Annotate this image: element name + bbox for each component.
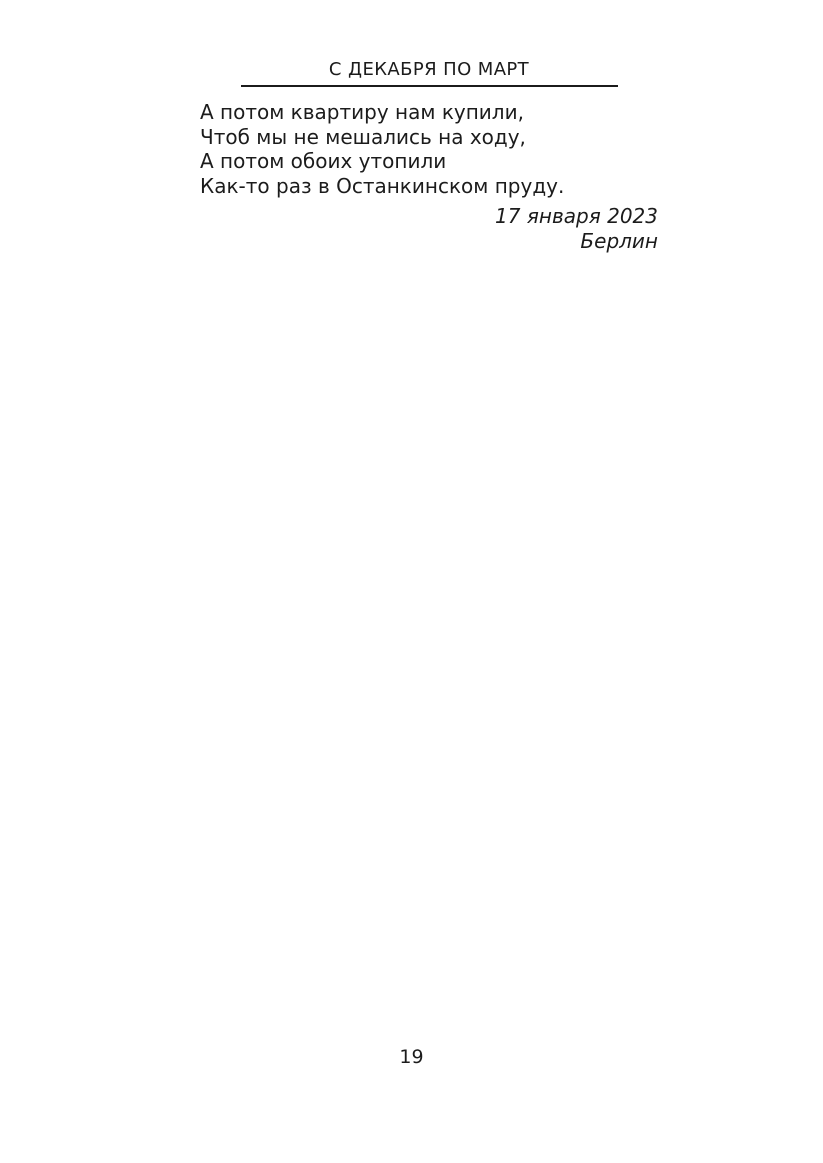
page-number: 19 — [399, 1046, 424, 1068]
poem-place: Берлин — [580, 229, 658, 253]
dateline — [200, 204, 658, 254]
poem-stanza — [200, 100, 658, 198]
running-head-title: С ДЕКАБРЯ ПО МАРТ — [328, 59, 530, 80]
running-head-rule — [241, 85, 618, 87]
text-block — [200, 60, 658, 254]
poem-line: А потом обоих утопили — [200, 149, 447, 173]
poem-line: Чтоб мы не мешались на ходу, — [200, 124, 526, 149]
poem-line: Как-то раз в Останкинском пруду. — [200, 173, 565, 198]
poem-line: А потом квартиру нам купили, — [200, 100, 524, 124]
poem-date: 17 января 2023 — [495, 204, 658, 228]
